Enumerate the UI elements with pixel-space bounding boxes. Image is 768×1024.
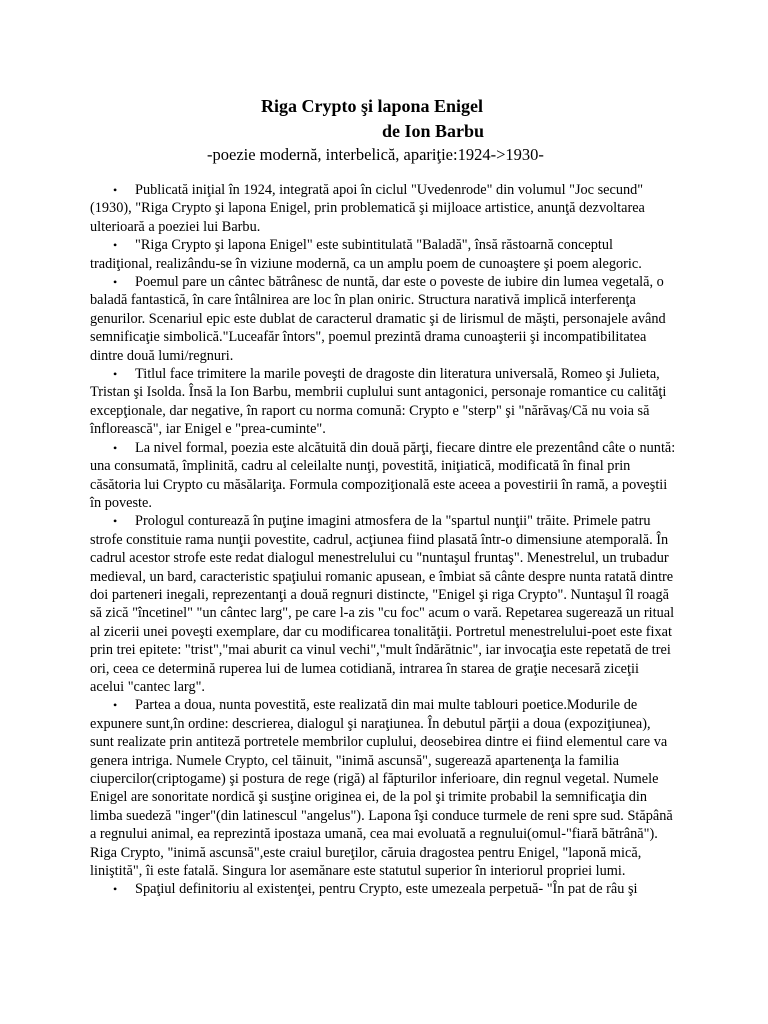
document-author: de Ion Barbu: [382, 121, 485, 141]
paragraph-text: Publicată iniţial în 1924, integrată apoi în ciclul "Uvedenrode" din volumul "Joc secund" (1930), "Riga Crypto şi lapona Enigel, prin problematică şi mijloace artistice, anunţă dezvoltarea ulterioară a poeziei lui Barbu.: [90, 182, 645, 235]
paragraph-text: Poemul pare un cântec bătrânesc de nuntă, dar este o poveste de iubire din lumea vegetală, o baladă fantastică, în care întâlnirea are loc în plan oniric. Structura narativă implică interferenţa genurilor. Scenariul epic este dublat de caracterul dramatic şi de lirismul de măşti, personajele având semnificaţie simbolică."Luceafăr întors", poemul prezintă drama cunoaşterii şi incompatibilitatea dintre două lumi/regnuri.: [90, 274, 666, 364]
title-block: [0, 94, 768, 166]
bullet-icon: •: [113, 238, 118, 253]
paragraph-text: Partea a doua, nunta povestită, este realizată din mai multe tablouri poetice.Modurile de expunere sunt,în ordine: descrierea, dialogul şi naraţiunea. În debutul părţii a doua (expoziţiunea), sunt realizate prin antiteză portretele membrilor cuplului, deosebirea dintre ei fiind elementul care va genera intriga. Numele Crypto, cel tăinuit, "inimă ascunsă", sugerează apartenenţa la familia ciupercilor(criptogame) şi postura de rege (rigă) al făpturilor inferioare, din regnul vegetal. Numele Enigel are sonoritate nordică şi susţine originea ei, de la pol şi trimite probabil la semnificaţia din limba suedeză "inger"(din latinescul "angelus"). Lapona îşi conduce turmele de reni spre sud. Stăpână a regnului animal, ea reprezintă ipostaza umană, cea mai evoluată a regnului(omul-"fiară bătrână"). Riga Crypto, "inimă ascunsă",este craiul bureţilor, căruia dragostea pentru Enigel, "laponă mică, liniştită", îi este fatală. Singura lor asemănare este statutul superior în interiorul propriei lumi.: [90, 697, 673, 880]
bullet-paragraph-2: [90, 236, 676, 273]
bullet-paragraph-7: [90, 696, 676, 880]
paragraph-text: Titlul face trimitere la marile poveşti de dragoste din literatura universală, Romeo şi Julieta, Tristan şi Isolda. Însă la Ion Barbu, membrii cuplului sunt antagonici, personaje romantice cu calităţi excepţionale, dar negative, în raport cu norma comună: Crypto e "sterp" şi "nărăvaş/Că nu voia să înflorească", iar Enigel e "prea-cuminte".: [90, 366, 667, 438]
bullet-paragraph-4: [90, 365, 676, 439]
paragraph-text: La nivel formal, poezia este alcătuită din două părţi, fiecare dintre ele prezentând câte o nuntă: una consumată, împlinită, cadru al celeilalte nunţi, povestită, iniţiatică, modificată în final prin căsătoria lui Crypto cu măsălariţa. Formula compoziţională este aceea a povestirii în ramă, a poveştii în poveste.: [90, 439, 676, 511]
bullet-paragraph-6: [90, 512, 676, 696]
bullet-icon: •: [113, 440, 118, 455]
bullet-paragraph-5: [90, 439, 676, 513]
bullet-paragraph-3: [90, 273, 676, 365]
bullet-icon: •: [113, 882, 118, 897]
bullet-icon: •: [113, 367, 118, 382]
bullet-paragraph-8: [90, 880, 676, 898]
bullet-icon: •: [113, 183, 118, 197]
paragraph-text: Spaţiul definitoriu al existenţei, pentru Crypto, este umezeala perpetuă- "În pat de râu şi: [135, 881, 638, 898]
bullet-list: [90, 181, 676, 899]
bullet-icon: •: [113, 698, 118, 713]
bullet-icon: •: [113, 275, 118, 290]
document-title: Riga Crypto şi lapona Enigel: [261, 96, 484, 116]
bullet-icon: •: [113, 514, 118, 529]
paragraph-text: "Riga Crypto şi lapona Enigel" este subintitulată "Baladă", însă răstoarnă conceptul tradiţional, realizându-se în viziune modernă, ca un amplu poem de cunoaştere şi poem alegoric.: [90, 237, 642, 272]
paragraph-text: Prologul conturează în puţine imagini atmosfera de la "spartul nunţii" trăite. Primele patru strofe constituie rama nunţii povestite, cadrul, acţiunea fiind plasată într-o dimensiune atemporală. În cadrul acestor strofe este redat dialogul menestrelului cu "nuntaşul fruntaş". Menestrelul, un trubadur medieval, un bard, caracteristic spaţiului romanic apusean, e îmbiat să cânte despre nunta ratată dintre doi parteneri inegali, reprezentanţi a două regnuri distincte, "Enigel şi riga Crypto". Nuntaşul îl roagă să zică "încetinel" "un cântec larg", pe care l-a zis "cu foc" acum o vară. Repetarea sugerează un ritual al zicerii unei poveşti exemplare, dar cu modificarea tonalităţii. Portretul menestrelului-poet este fixat prin trei epitete: "trist","mai aburit ca vinul vechi","mult îndărătnic", iar invocaţia este repetată de trei ori, ceea ce determină ruperea lui de lumea cotidiană, intrarea în starea de graţie necesară ziceţii acelui "cantec larg".: [90, 513, 675, 695]
bullet-paragraph-1: [90, 181, 676, 236]
document-subtitle: -poezie modernă, interbelică, apariţie:1924->1930-: [207, 145, 544, 164]
